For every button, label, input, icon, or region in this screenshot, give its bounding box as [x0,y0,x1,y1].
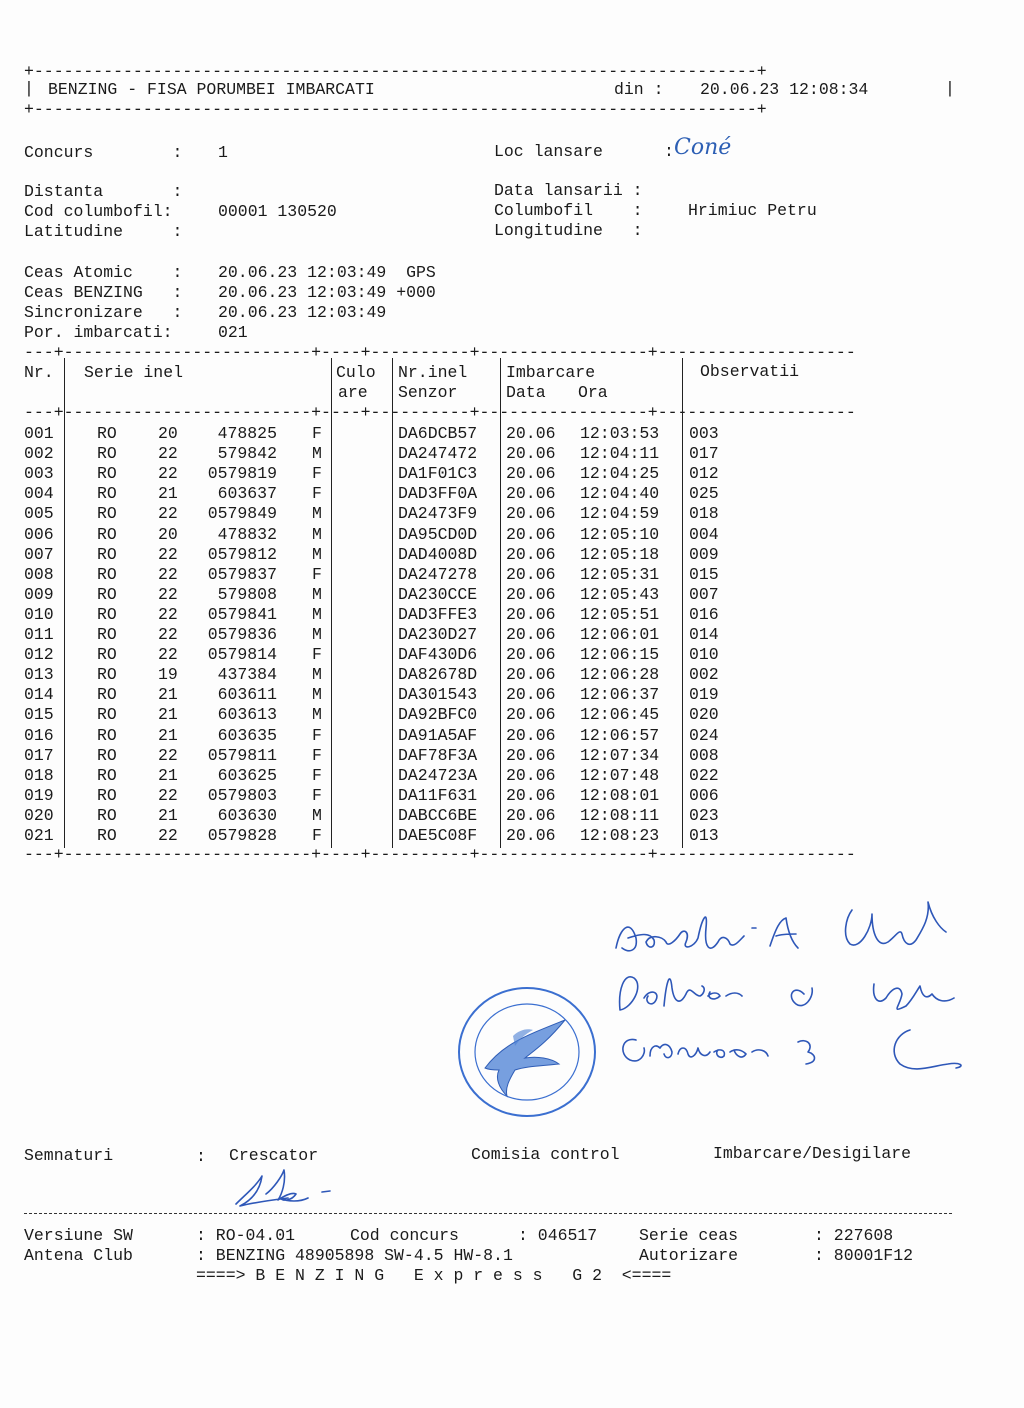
club-stamp [455,984,605,1124]
boarding-time: 12:05:43 [580,584,660,604]
row-number: 002 [24,444,54,464]
col-header-culoare-2: are [338,383,368,402]
pigeon-sex: M [312,444,322,464]
observation: 022 [689,765,719,785]
pigeon-sex: F [312,645,322,665]
boarding-time: 12:06:28 [580,665,660,685]
pigeon-sex: M [312,604,322,624]
ring-year: 22 [158,745,178,765]
row-number: 008 [24,564,54,584]
observation: 004 [689,524,719,544]
ring-country: RO [97,604,117,624]
ring-number: 0579837 [207,564,277,584]
sensor-ring: DA24723A [398,765,478,785]
observation: 006 [689,785,719,805]
row-number: 007 [24,544,54,564]
col-header-nr: Nr. [24,363,54,382]
boarding-date: 20.06 [506,665,556,685]
ring-number: 478825 [217,424,277,443]
observation: 023 [689,805,719,825]
pigeon-sex: M [312,544,322,564]
col-sep-nr [64,358,65,848]
ring-country: RO [97,665,117,685]
ring-number: 603625 [217,765,277,785]
col-header-senzor: Senzor [398,383,458,402]
row-number: 012 [24,645,54,665]
benzing-express-banner: ====> B E N Z I N G E x p r e s s G 2 <==== [196,1266,672,1285]
ring-number: 0579811 [207,745,277,765]
col-header-culoare-1: Culo [336,363,376,382]
observation: 007 [689,584,719,604]
row-number: 010 [24,604,54,624]
loc-lansare-handwritten: Coné [674,135,732,160]
col-header-nr-inel: Nr.inel [398,363,468,382]
pigeon-sex: F [312,785,322,805]
ring-year: 21 [158,484,178,504]
observation: 018 [689,504,719,524]
ceas-benzing-value: 20.06.23 12:03:49 +000 [218,283,436,302]
pigeon-sex: F [312,424,322,443]
ring-country: RO [97,685,117,705]
observation: 017 [689,444,719,464]
ring-country: RO [97,765,117,785]
cod-concurs-value: : 046517 [518,1226,598,1245]
sensor-ring: DA92BFC0 [398,705,478,725]
commission-signatures [610,888,990,1088]
boarding-date: 20.06 [506,564,556,584]
ring-year: 22 [158,564,178,584]
boarding-time: 12:06:57 [580,725,660,745]
row-number: 021 [24,826,54,845]
col-header-imbarcare: Imbarcare [506,363,596,382]
col-sep-serie [331,358,332,848]
pigeon-sex: F [312,745,322,765]
pigeon-sex: F [312,564,322,584]
distanta-label: Distanta : [24,182,183,201]
boarding-time: 12:05:31 [580,564,660,584]
ring-year: 22 [158,785,178,805]
boarding-time: 12:08:11 [580,805,660,825]
ceas-atomic-value: 20.06.23 12:03:49 GPS [218,263,436,282]
header-bottom-border: +-------------------------------------------------------------------------+ [24,100,767,119]
boarding-time: 12:06:45 [580,705,660,725]
boarding-date: 20.06 [506,826,556,845]
ring-number: 0579803 [207,785,277,805]
boarding-date: 20.06 [506,544,556,564]
boarding-time: 12:07:48 [580,765,660,785]
pigeon-sex: M [312,665,322,685]
ring-year: 19 [158,665,178,685]
ring-year: 21 [158,725,178,745]
crescator-signature [222,1164,352,1214]
sensor-ring: DABCC6BE [398,805,478,825]
concurs-label: Concurs : [24,143,183,162]
ring-country: RO [97,645,117,665]
col-header-data: Data [506,383,546,402]
ring-year: 21 [158,705,178,725]
ring-number: 603613 [217,705,277,725]
boarding-time: 12:04:11 [580,444,660,464]
observation: 012 [689,464,719,484]
sincronizare-value: 20.06.23 12:03:49 [218,303,387,322]
pigeon-sex: M [312,805,322,825]
ring-number: 0579841 [207,604,277,624]
imbarcare-desigilare-label: Imbarcare/Desigilare [713,1144,912,1163]
ring-number: 0579828 [207,826,277,845]
sensor-ring: DAD3FF0A [398,484,478,504]
row-number: 014 [24,685,54,705]
sensor-ring: DA230CCE [398,584,478,604]
pigeon-sex: M [312,705,322,725]
cod-columbofil-label: Cod columbofil: [24,202,173,221]
ring-country: RO [97,464,117,484]
boarding-date: 20.06 [506,444,556,464]
ring-country: RO [97,625,117,644]
cod-columbofil-value: 00001 130520 [218,202,337,221]
sensor-ring: DAE5C08F [398,826,478,845]
ring-country: RO [97,424,117,443]
comisia-control-label: Comisia control [471,1145,620,1164]
boarding-date: 20.06 [506,504,556,524]
porumbei-imbarcati-value: 021 [218,323,248,342]
sensor-ring: DA247278 [398,564,478,584]
header-left-bar: | [24,79,34,98]
ring-number: 603637 [217,484,277,504]
row-number: 011 [24,625,54,644]
boarding-date: 20.06 [506,524,556,544]
ring-number: 0579812 [207,544,277,564]
observation: 019 [689,685,719,705]
longitudine-label: Longitudine : [494,221,643,240]
boarding-date: 20.06 [506,645,556,665]
sensor-ring: DA82678D [398,665,478,685]
row-number: 001 [24,424,54,443]
boarding-time: 12:03:53 [580,424,660,443]
ring-country: RO [97,705,117,725]
autorizare-label: Autorizare [639,1246,739,1265]
ring-country: RO [97,524,117,544]
boarding-time: 12:04:59 [580,504,660,524]
pigeon-sex: M [312,625,322,644]
sensor-ring: DAF430D6 [398,645,478,665]
boarding-time: 12:06:37 [580,685,660,705]
boarding-date: 20.06 [506,765,556,785]
row-number: 009 [24,584,54,604]
boarding-date: 20.06 [506,484,556,504]
sensor-ring: DA247472 [398,444,478,464]
col-header-serie-inel: Serie inel [84,363,184,382]
data-lansarii-label: Data lansarii : [494,181,643,200]
antena-club-label: Antena Club [24,1246,133,1265]
ring-year: 21 [158,765,178,785]
table-bottom-rule: ---+-------------------------+----+----------+-----------------+-------------------- [24,845,856,864]
pigeon-sex: F [312,725,322,745]
ring-number: 579842 [217,444,277,464]
boarding-date: 20.06 [506,725,556,745]
ring-number: 0579849 [207,504,277,524]
pigeon-sex: M [312,504,322,524]
observation: 014 [689,625,719,644]
row-number: 017 [24,745,54,765]
ring-country: RO [97,544,117,564]
pigeon-sex: F [312,484,322,504]
ring-country: RO [97,484,117,504]
row-number: 003 [24,464,54,484]
boarding-date: 20.06 [506,805,556,825]
observation: 016 [689,604,719,624]
ring-country: RO [97,564,117,584]
date-label: din : [614,80,664,99]
boarding-time: 12:06:01 [580,625,660,644]
pigeon-sex: F [312,765,322,785]
sensor-ring: DA2473F9 [398,504,478,524]
boarding-date: 20.06 [506,705,556,725]
boarding-date: 20.06 [506,785,556,805]
sensor-ring: DAD3FFE3 [398,604,478,624]
pigeon-sex: F [312,826,322,845]
boarding-time: 12:08:01 [580,785,660,805]
pigeon-sex: F [312,464,322,484]
row-number: 020 [24,805,54,825]
row-number: 005 [24,504,54,524]
ring-country: RO [97,826,117,845]
ring-year: 21 [158,805,178,825]
observation: 009 [689,544,719,564]
pigeon-sex: M [312,524,322,544]
boarding-time: 12:05:18 [580,544,660,564]
ring-year: 22 [158,625,178,644]
crescator-label: Crescator [229,1146,319,1165]
ring-year: 20 [158,424,178,443]
sincronizare-label: Sincronizare : [24,303,183,322]
row-number: 018 [24,765,54,785]
sensor-ring: DAD4008D [398,544,478,564]
ring-country: RO [97,745,117,765]
autorizare-value: : 80001F12 [814,1246,914,1265]
boarding-date: 20.06 [506,604,556,624]
ring-year: 22 [158,544,178,564]
boarding-time: 12:07:34 [580,745,660,765]
observation: 008 [689,745,719,765]
antena-club-value: : BENZING 48905898 SW-4.5 HW-8.1 [196,1246,513,1265]
ring-year: 22 [158,826,178,845]
observation: 020 [689,705,719,725]
row-number: 019 [24,785,54,805]
sensor-ring: DA230D27 [398,625,478,644]
cod-concurs-label: Cod concurs [350,1226,459,1245]
sensor-ring: DA95CD0D [398,524,478,544]
row-number: 016 [24,725,54,745]
table-header-rule: ---+-------------------------+----+----------+-----------------+-------------------- [24,403,856,422]
boarding-time: 12:05:51 [580,604,660,624]
versiune-sw-label: Versiune SW [24,1226,133,1245]
semnaturi-label: Semnaturi [24,1146,114,1165]
columbofil-value: Hrimiuc Petru [688,201,817,220]
boarding-date: 20.06 [506,685,556,705]
ceas-benzing-label: Ceas BENZING : [24,283,183,302]
pigeon-sex: M [312,584,322,604]
boarding-time: 12:06:15 [580,645,660,665]
ring-number: 579808 [217,584,277,604]
ring-year: 22 [158,584,178,604]
columbofil-label: Columbofil : [494,201,643,220]
ring-year: 22 [158,464,178,484]
sensor-ring: DA11F631 [398,785,478,805]
latitudine-label: Latitudine : [24,222,183,241]
serie-ceas-label: Serie ceas [639,1226,739,1245]
ring-year: 21 [158,685,178,705]
ring-country: RO [97,805,117,825]
boarding-date: 20.06 [506,584,556,604]
col-sep-senzor [500,358,501,848]
boarding-date: 20.06 [506,745,556,765]
col-header-observatii: Observatii [700,362,800,381]
boarding-time: 12:04:40 [580,484,660,504]
ring-country: RO [97,504,117,524]
sensor-ring: DAF78F3A [398,745,478,765]
boarding-time: 12:05:10 [580,524,660,544]
concurs-value: 1 [218,143,228,162]
observation: 010 [689,645,719,665]
pigeon-sex: M [312,685,322,705]
observation: 024 [689,725,719,745]
loc-lansare-label: Loc lansare [494,142,603,161]
footer-rule [24,1213,952,1214]
col-sep-culoare [392,358,393,848]
ring-country: RO [97,725,117,745]
boarding-time: 12:08:23 [580,826,660,845]
ring-year: 22 [158,604,178,624]
boarding-date: 20.06 [506,625,556,644]
boarding-date: 20.06 [506,464,556,484]
date-value: 20.06.23 12:08:34 [700,80,869,99]
ring-number: 603611 [217,685,277,705]
header-top-border: +-------------------------------------------------------------------------+ [24,62,767,81]
header-right-bar: | [945,79,955,98]
boarding-date: 20.06 [506,424,556,443]
ring-number: 0579819 [207,464,277,484]
ring-year: 22 [158,444,178,464]
ring-country: RO [97,584,117,604]
porumbei-imbarcati-label: Por. imbarcati: [24,323,173,342]
sensor-ring: DA6DCB57 [398,424,478,443]
row-number: 004 [24,484,54,504]
ring-country: RO [97,444,117,464]
ring-number: 478832 [217,524,277,544]
observation: 015 [689,564,719,584]
ring-year: 22 [158,645,178,665]
ceas-atomic-label: Ceas Atomic : [24,263,183,282]
observation: 013 [689,826,719,845]
sensor-ring: DA301543 [398,685,478,705]
ring-country: RO [97,785,117,805]
ring-number: 437384 [217,665,277,685]
observation: 003 [689,424,719,443]
ring-year: 22 [158,504,178,524]
ring-number: 603630 [217,805,277,825]
sensor-ring: DA91A5AF [398,725,478,745]
document-title: BENZING - FISA PORUMBEI IMBARCATI [48,80,375,99]
observation: 002 [689,665,719,685]
ring-number: 0579836 [207,625,277,644]
row-number: 015 [24,705,54,725]
row-number: 006 [24,524,54,544]
ring-number: 0579814 [207,645,277,665]
semnaturi-colon: : [196,1147,206,1166]
row-number: 013 [24,665,54,685]
observation: 025 [689,484,719,504]
ring-year: 20 [158,524,178,544]
sensor-ring: DA1F01C3 [398,464,478,484]
table-top-rule: ---+-------------------------+----+----------+-----------------+-------------------- [24,343,856,362]
loc-lansare-colon: : [664,142,674,161]
col-header-ora: Ora [578,383,608,402]
ring-number: 603635 [217,725,277,745]
col-sep-imbarcare [682,358,683,848]
boarding-time: 12:04:25 [580,464,660,484]
versiune-sw-value: : RO-04.01 [196,1226,296,1245]
serie-ceas-value: : 227608 [814,1226,894,1245]
